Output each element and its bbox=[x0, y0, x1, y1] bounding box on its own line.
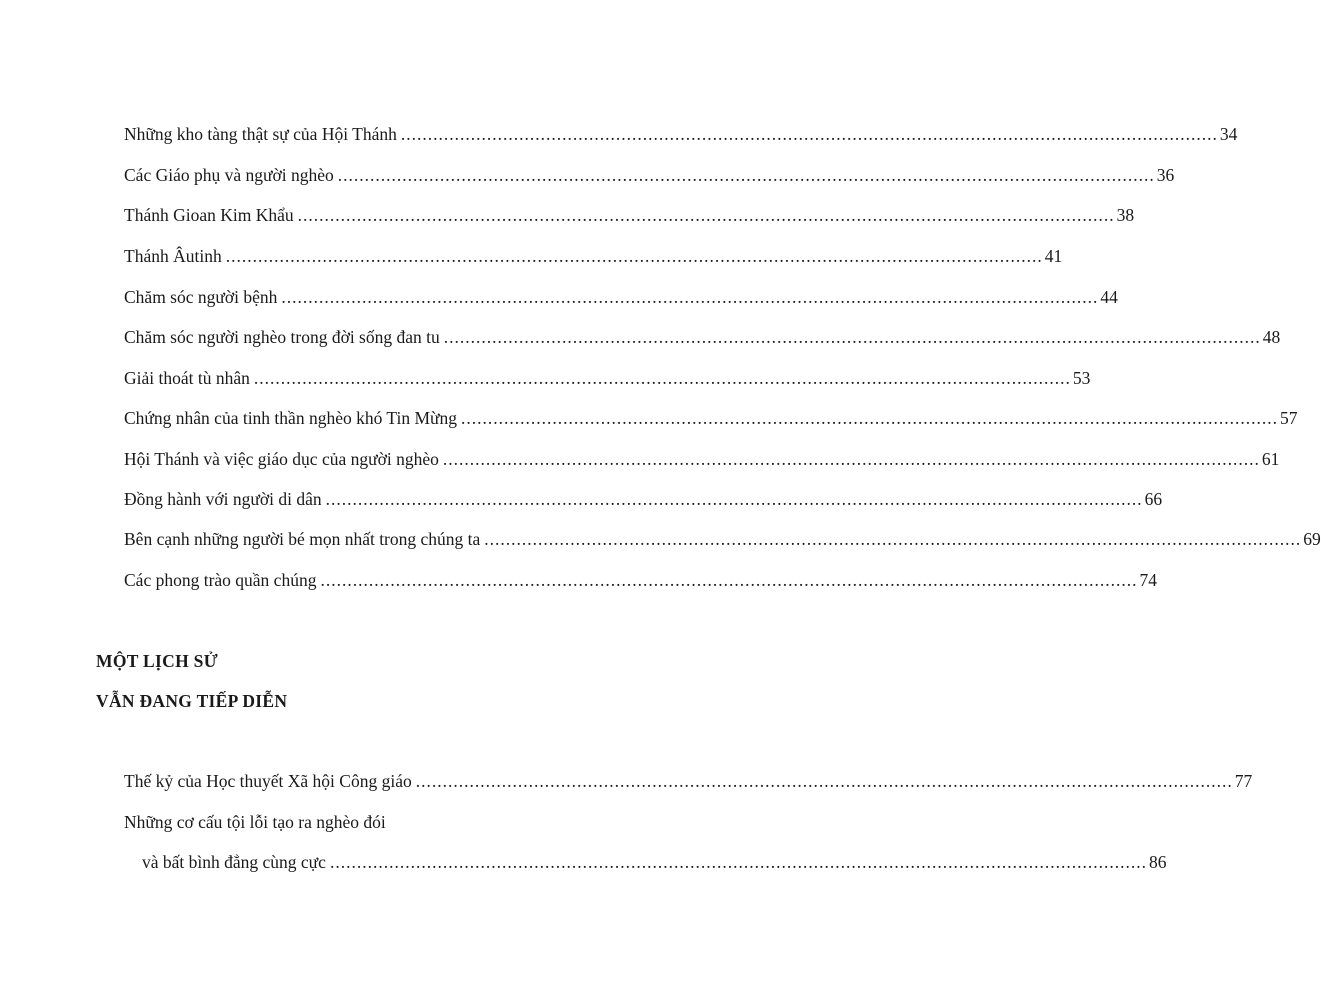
toc-entry-page: 41 bbox=[1044, 246, 1063, 266]
toc-entry-page: 69 bbox=[1303, 529, 1321, 549]
toc-entry-page: 44 bbox=[1100, 287, 1118, 307]
toc-leader-dots: ........................................................................................................................................................ bbox=[325, 489, 1143, 509]
toc-entry-page: 48 bbox=[1262, 327, 1281, 347]
toc-leader-dots: ........................................................................................................................................................ bbox=[337, 165, 1155, 185]
toc-entry-title: Những kho tàng thật sự của Hội Thánh bbox=[124, 124, 397, 144]
toc-entry-title: Các phong trào quần chúng bbox=[124, 570, 317, 590]
toc-entry-title: Thánh Âutinh bbox=[124, 246, 222, 266]
toc-entry-title: Thế kỷ của Học thuyết Xã hội Công giáo bbox=[124, 771, 412, 791]
toc-entry[interactable] bbox=[124, 569, 1157, 591]
toc-entry-page: 66 bbox=[1144, 489, 1163, 509]
toc-entry-page: 86 bbox=[1148, 852, 1167, 872]
toc-leader-dots: ........................................................................................................................................................ bbox=[415, 771, 1233, 791]
toc-entry-page: 61 bbox=[1261, 449, 1280, 469]
toc-leader-dots: ........................................................................................................................................................ bbox=[443, 327, 1261, 347]
toc-entry[interactable] bbox=[124, 407, 1298, 429]
toc-entry[interactable] bbox=[124, 245, 1063, 267]
toc-entry[interactable] bbox=[142, 851, 1167, 873]
toc-entry[interactable] bbox=[124, 488, 1163, 510]
toc-entry[interactable] bbox=[124, 286, 1118, 308]
toc-entry-page: 36 bbox=[1156, 165, 1175, 185]
toc-entry-page: 53 bbox=[1072, 368, 1091, 388]
toc-leader-dots: ........................................................................................................................................................ bbox=[400, 124, 1218, 144]
toc-entry[interactable] bbox=[124, 123, 1238, 145]
toc-entry[interactable] bbox=[124, 367, 1091, 389]
toc-leader-dots: ........................................................................................................................................................ bbox=[484, 529, 1302, 549]
toc-entry[interactable] bbox=[124, 770, 1253, 792]
toc-entry-title: Bên cạnh những người bé mọn nhất trong chúng ta bbox=[124, 529, 481, 549]
toc-entry-title-line-1[interactable]: Những cơ cấu tội lỗi tạo ra nghèo đói bbox=[124, 812, 386, 832]
toc-entry-title: Chăm sóc người bệnh bbox=[124, 287, 278, 307]
toc-entry-title: Các Giáo phụ và người nghèo bbox=[124, 165, 334, 185]
toc-leader-dots: ........................................................................................................................................................ bbox=[329, 852, 1147, 872]
toc-entry-page: 34 bbox=[1219, 124, 1238, 144]
toc-entry[interactable] bbox=[124, 326, 1281, 348]
toc-entry-title: Chứng nhân của tinh thần nghèo khó Tin Mừng bbox=[124, 408, 457, 428]
toc-entry-page: 38 bbox=[1116, 205, 1135, 225]
toc-entry-page: 57 bbox=[1280, 408, 1298, 428]
toc-leader-dots: ........................................................................................................................................................ bbox=[461, 408, 1278, 428]
toc-entry[interactable] bbox=[124, 204, 1135, 226]
toc-entry-title: Chăm sóc người nghèo trong đời sống đan tu bbox=[124, 327, 440, 347]
toc-entry-page: 77 bbox=[1234, 771, 1253, 791]
toc-leader-dots: ........................................................................................................................................................ bbox=[320, 570, 1138, 590]
toc-entry[interactable] bbox=[124, 448, 1280, 470]
toc-entry-title: Đồng hành với người di dân bbox=[124, 489, 322, 509]
toc-entry[interactable] bbox=[124, 164, 1175, 186]
toc-entry-title: Thánh Gioan Kim Khẩu bbox=[124, 205, 294, 225]
toc-leader-dots: ........................................................................................................................................................ bbox=[253, 368, 1071, 388]
toc-entry-title: Giải thoát tù nhân bbox=[124, 368, 250, 388]
toc-entry-title-line-2: và bất bình đẳng cùng cực bbox=[142, 852, 326, 872]
toc-entry[interactable] bbox=[124, 528, 1321, 550]
toc-leader-dots: ........................................................................................................................................................ bbox=[225, 246, 1043, 266]
toc-leader-dots: ........................................................................................................................................................ bbox=[442, 449, 1260, 469]
toc-leader-dots: ........................................................................................................................................................ bbox=[281, 287, 1099, 307]
toc-leader-dots: ........................................................................................................................................................ bbox=[297, 205, 1115, 225]
section-heading-line-1: MỘT LỊCH SỬ bbox=[96, 651, 218, 671]
toc-entry-title: Hội Thánh và việc giáo dục của người nghèo bbox=[124, 449, 439, 469]
toc-entry-page: 74 bbox=[1139, 570, 1157, 590]
section-heading-line-2: VẪN ĐANG TIẾP DIỄN bbox=[96, 691, 288, 711]
